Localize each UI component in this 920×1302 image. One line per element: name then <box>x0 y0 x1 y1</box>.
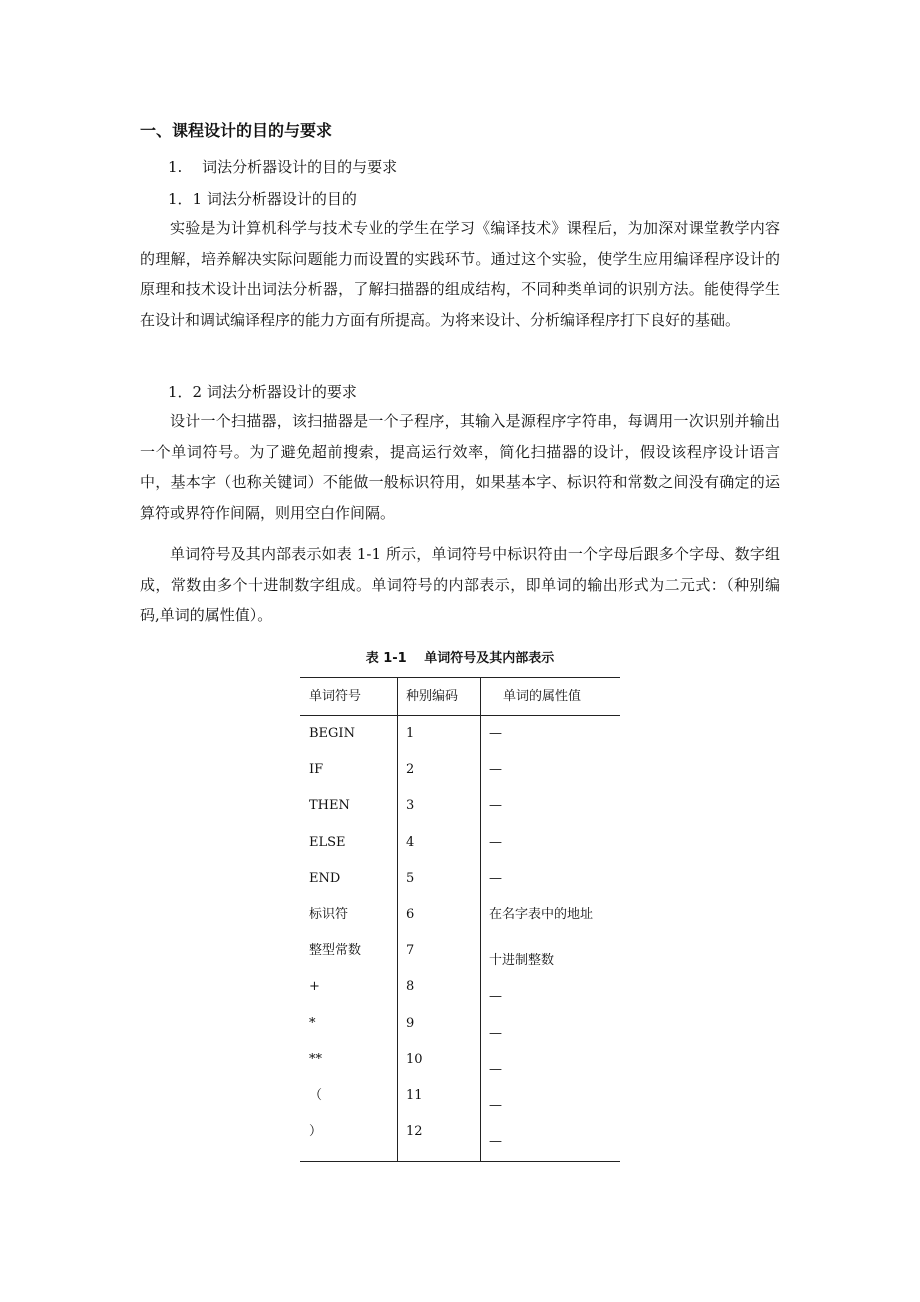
subsection-heading-1-2: 1．2 词法分析器设计的要求 <box>168 383 357 401</box>
table-cell-code: 5 <box>406 870 415 886</box>
table-cell-attribute: — <box>489 1025 502 1041</box>
table-cell-code: 2 <box>406 762 415 778</box>
table-cell-attribute: — <box>489 834 502 850</box>
table-cell-symbol: + <box>309 979 320 995</box>
table-cell-attribute: — <box>489 726 502 741</box>
table-cell-symbol: ** <box>309 1051 322 1067</box>
table-cell-attribute: — <box>489 1061 502 1077</box>
table-header-symbol: 单词符号 <box>309 689 362 704</box>
table-cell-symbol: （ <box>309 1088 323 1103</box>
table-cell-symbol: ELSE <box>309 834 346 850</box>
paragraph-token-representation: 单词符号及其内部表示如表 1-1 所示，单词符号中标识符由一个字母后跟多个字母、数字组成，常数由多个十进制数字组成。单词符号的内部表示，即单词的输出形式为二元式：（种别编码,单词的属性值）。 <box>140 545 780 624</box>
table-header-code: 种别编码 <box>406 689 459 704</box>
token-table <box>300 677 620 1162</box>
table-cell-symbol: IF <box>309 762 324 778</box>
subsection-heading-1: 1. 词法分析器设计的目的与要求 <box>168 158 398 176</box>
paragraph-purpose: 实验是为计算机科学与技术专业的学生在学习《编译技术》课程后，为加深对课堂教学内容的理解，培养解决实际问题能力而设置的实践环节。通过这个实验，使学生应用编译程序设计的原理和技术设计出词法分析器，了解扫描器的组成结构，不同种类单词的识别方法。能使得学生在设计和调试编译程序的能力方面有所提高。为将来设计、分析编译程序打下良好的基础。 <box>140 219 780 329</box>
table-cell-symbol: THEN <box>309 798 350 814</box>
table-cell-symbol: 标识符 <box>309 907 349 922</box>
table-cell-code: 10 <box>406 1051 423 1067</box>
table-cell-code: 8 <box>406 979 415 995</box>
paragraph-requirements: 设计一个扫描器，该扫描器是一个子程序，其输入是源程序字符串，每调用一次识别并输出一个单词符号。为了避免超前搜索，提高运行效率，简化扫描器的设计，假设该程序设计语言中，基本字（也称关键词）不能做一般标识符用，如果基本字、标识符和常数之间没有确定的运算符或界符作间隔，则用空白作间隔。 <box>140 412 780 522</box>
table-cell-code: 3 <box>406 798 415 814</box>
table-column-divider <box>397 678 398 1161</box>
section-title: 一、课程设计的目的与要求 <box>140 121 333 140</box>
table-cell-attribute: 十进制整数 <box>489 953 555 969</box>
table-cell-code: 9 <box>406 1015 415 1031</box>
table-header-attribute: 单词的属性值 <box>503 689 582 704</box>
table-cell-code: 1 <box>406 726 415 741</box>
table-cell-code: 7 <box>406 943 415 959</box>
table-cell-code: 11 <box>406 1088 423 1103</box>
table-caption: 表 1-1 单词符号及其内部表示 <box>365 651 555 666</box>
table-cell-code: 12 <box>406 1124 423 1140</box>
table-cell-attribute: — <box>489 989 502 1005</box>
subsection-heading-1-1: 1．1 词法分析器设计的目的 <box>168 190 357 208</box>
table-cell-attribute: — <box>489 798 502 814</box>
table-cell-attribute: — <box>489 1134 502 1150</box>
table-cell-symbol: ） <box>309 1124 323 1140</box>
table-cell-attribute: — <box>489 870 502 886</box>
table-column-divider <box>480 678 481 1161</box>
table-cell-attribute: — <box>489 1098 502 1113</box>
table-cell-attribute: — <box>489 762 502 778</box>
table-cell-symbol: 整型常数 <box>309 943 362 959</box>
table-header-rule <box>300 715 620 716</box>
table-cell-symbol: END <box>309 870 341 886</box>
table-cell-code: 6 <box>406 907 415 922</box>
table-cell-symbol: BEGIN <box>309 726 355 741</box>
table-cell-code: 4 <box>406 834 415 850</box>
table-cell-attribute: 在名字表中的地址 <box>489 907 594 922</box>
table-cell-symbol: * <box>309 1015 316 1031</box>
